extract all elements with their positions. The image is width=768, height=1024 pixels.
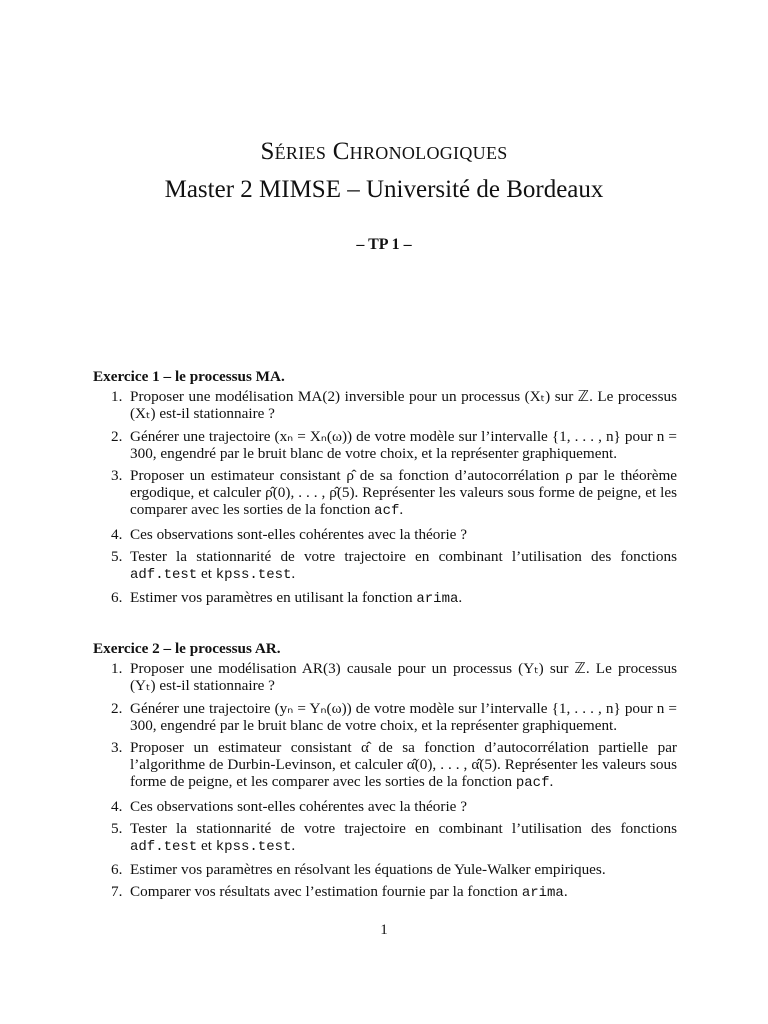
item-tail: . xyxy=(291,565,296,583)
list-item xyxy=(93,589,677,608)
item-number: 1. xyxy=(111,660,123,678)
item-text: Proposer un estimateur consistant α̂ de sa fonction d’autocorrélation partielle par l’algorithme de Durbin-Levinson, et calculer α̂(0), . . . , α̂(5). Représenter les valeurs sous forme de peigne, et les comparer avec les sorties de la fonction xyxy=(130,739,677,791)
document-subtitle: Master 2 MIMSE – Université de Bordeaux xyxy=(164,176,604,203)
item-number: 3. xyxy=(111,739,123,757)
code-arima: arima xyxy=(521,885,564,902)
item-mid: et xyxy=(197,837,216,855)
exercise-list xyxy=(93,388,677,608)
item-text: Proposer une modélisation MA(2) inversible pour un processus (Xₜ) sur ℤ. Le processus (Xₜ) est-il stationnaire ? xyxy=(130,388,677,423)
item-number: 6. xyxy=(111,589,123,607)
item-text: Estimer vos paramètres en utilisant la fonction xyxy=(130,589,413,607)
code-kpss-test: kpss.test xyxy=(215,839,292,856)
item-number: 5. xyxy=(111,547,123,565)
code-arima: arima xyxy=(416,591,459,608)
item-number: 3. xyxy=(111,467,123,485)
item-number: 7. xyxy=(111,883,123,901)
tp-label: – TP 1 – xyxy=(356,236,412,253)
item-text: Proposer une modélisation AR(3) causale pour un processus (Yₜ) sur ℤ. Le processus (Yₜ) est-il stationnaire ? xyxy=(130,660,677,695)
document-title: Séries Chronologiques xyxy=(260,138,508,165)
item-text: Proposer un estimateur consistant ρ̂ de sa fonction d’autocorrélation ρ par le théorème ergodique, et calculer ρ̂(0), . . . , ρ̂(5). Représenter les valeurs sous forme de peigne, et les comparer avec les sorties de la fonction xyxy=(130,467,677,519)
exercise-heading: Exercice 2 – le processus AR. xyxy=(93,640,281,657)
exercise-heading: Exercice 1 – le processus MA. xyxy=(93,368,285,385)
item-text: Générer une trajectoire (xₙ = Xₙ(ω)) de votre modèle sur l’intervalle {1, . . . , n} pour n = 300, engendré par le bruit blanc de votre choix, et la représenter graphiquement. xyxy=(130,427,677,462)
item-text: Ces observations sont-elles cohérentes avec la théorie ? xyxy=(130,797,467,815)
item-number: 2. xyxy=(111,699,123,717)
list-item xyxy=(93,526,677,543)
list-item xyxy=(93,861,677,878)
list-item xyxy=(93,820,677,856)
item-tail: . xyxy=(563,883,568,901)
code-acf: acf xyxy=(374,503,400,520)
item-number: 4. xyxy=(111,525,123,543)
item-number: 2. xyxy=(111,427,123,445)
list-item xyxy=(93,467,677,521)
item-mid: et xyxy=(197,565,216,583)
item-tail: . xyxy=(458,589,463,607)
item-number: 5. xyxy=(111,819,123,837)
exercise-list xyxy=(93,660,677,902)
code-pacf: pacf xyxy=(515,775,550,792)
exercise-2 xyxy=(93,640,677,908)
item-number: 1. xyxy=(111,388,123,406)
list-item xyxy=(93,883,677,902)
list-item xyxy=(93,798,677,815)
item-number: 6. xyxy=(111,861,123,879)
list-item xyxy=(93,548,677,584)
page-number: 1 xyxy=(380,922,388,938)
item-tail: . xyxy=(291,837,296,855)
list-item xyxy=(93,660,677,694)
item-text: Ces observations sont-elles cohérentes avec la théorie ? xyxy=(130,525,467,543)
list-item xyxy=(93,700,677,734)
code-adf-test: adf.test xyxy=(130,567,198,584)
list-item xyxy=(93,428,677,462)
item-number: 4. xyxy=(111,797,123,815)
list-item xyxy=(93,388,677,422)
item-text: Tester la stationnarité de votre trajectoire en combinant l’utilisation des fonctions xyxy=(130,819,677,837)
item-text: Estimer vos paramètres en résolvant les équations de Yule-Walker empiriques. xyxy=(130,861,606,879)
item-text: Tester la stationnarité de votre trajectoire en combinant l’utilisation des fonctions xyxy=(130,547,677,565)
exercise-1 xyxy=(93,368,677,613)
code-kpss-test: kpss.test xyxy=(215,567,292,584)
item-text: Générer une trajectoire (yₙ = Yₙ(ω)) de votre modèle sur l’intervalle {1, . . . , n} pour n = 300, engendré par le bruit blanc de votre choix, et la représenter graphiquement. xyxy=(130,699,677,734)
list-item xyxy=(93,739,677,793)
item-tail: . xyxy=(549,773,554,791)
item-tail: . xyxy=(399,501,404,519)
code-adf-test: adf.test xyxy=(130,839,198,856)
item-text: Comparer vos résultats avec l’estimation fournie par la fonction xyxy=(130,883,519,901)
